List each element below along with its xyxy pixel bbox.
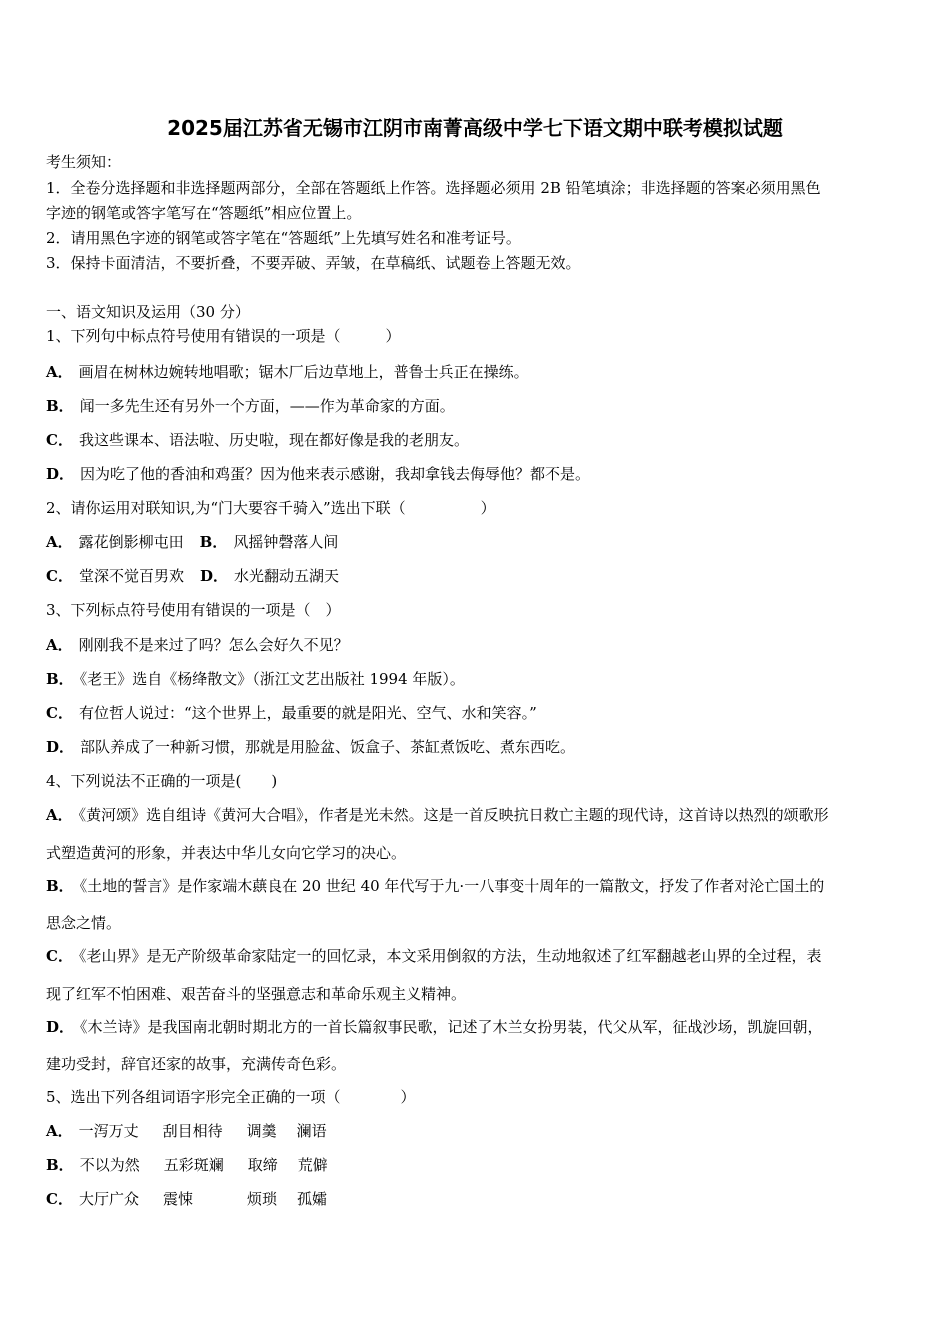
q1-option-d <box>46 464 590 484</box>
option-label: C． <box>46 1190 73 1208</box>
option-label: A． <box>46 1122 73 1140</box>
notice-heading: 考生须知： <box>46 153 122 171</box>
question-1-stem: 1、下列句中标点符号使用有错误的一项是（ ） <box>46 327 401 345</box>
q5-option-a <box>46 1121 327 1141</box>
option-label: C． <box>46 567 73 585</box>
option-label: D． <box>46 1018 75 1036</box>
option-text: 风摇钟磬落人间 <box>233 533 339 551</box>
word: 取缔 <box>247 1156 278 1174</box>
word: 荒僻 <box>297 1156 328 1174</box>
q1-option-c <box>46 430 469 450</box>
word: 调羹 <box>246 1122 277 1140</box>
q5-option-c <box>46 1189 327 1209</box>
q4-option-a-cont: 式塑造黄河的形象，并表达中华儿女向它学习的决心。 <box>46 844 407 862</box>
option-label: B． <box>46 397 74 415</box>
word: 烦琐 <box>246 1190 277 1208</box>
option-text: 《木兰诗》是我国南北朝时期北方的一首长篇叙事民歌，记述了木兰女扮男装，代父从军，征战沙场，凯旋回朝， <box>80 1018 823 1036</box>
option-label: A． <box>46 533 73 551</box>
option-text: 因为吃了他的香油和鸡蛋？因为他来表示感谢，我却拿钱去侮辱他？都不是。 <box>80 465 591 483</box>
q4-option-b-cont: 思念之情。 <box>46 914 122 932</box>
option-text: 《土地的誓言》是作家端木蕻良在 20 世纪 40 年代写于九·一八事变十周年的一篇散文，抒发了作者对沦亡国土的 <box>79 877 825 895</box>
option-text: 露花倒影柳屯田 <box>78 533 184 551</box>
notice-item-2: 2．请用黑色字迹的钢笔或答字笔在“答题纸”上先填写姓名和准考证号。 <box>46 229 521 247</box>
notice-item-3: 3．保持卡面清洁，不要折叠，不要弄破、弄皱，在草稿纸、试题卷上答题无效。 <box>46 254 581 272</box>
word: 澜语 <box>296 1122 327 1140</box>
section-heading: 一、语文知识及运用（30 分） <box>46 303 250 321</box>
q2-options-row-1 <box>46 532 338 552</box>
option-label: C． <box>46 431 73 449</box>
option-text: 画眉在树林边婉转地唱歌；锯木厂后边草地上，普鲁士兵正在操练。 <box>78 363 529 381</box>
q3-option-d <box>46 737 575 757</box>
q4-option-c <box>46 946 821 966</box>
q4-option-a <box>46 805 829 825</box>
q1-option-a <box>46 362 529 382</box>
question-3-stem: 3、下列标点符号使用有错误的一项是（ ） <box>46 601 341 619</box>
question-2-stem: 2、请你运用对联知识,为“门大要容千骑入”选出下联（ ） <box>46 499 496 517</box>
q1-option-b <box>46 396 455 416</box>
option-text: 我这些课本、语法啦、历史啦，现在都好像是我的老朋友。 <box>78 431 469 449</box>
option-text: 水光翻动五湖天 <box>233 567 339 585</box>
q4-option-d <box>46 1017 823 1037</box>
option-text: 闻一多先生还有另外一个方面，——作为革命家的方面。 <box>79 397 455 415</box>
word: 不以为然 <box>79 1156 140 1174</box>
q4-option-c-cont: 现了红军不怕困难、艰苦奋斗的坚强意志和革命乐观主义精神。 <box>46 985 467 1003</box>
word: 刮目相待 <box>162 1122 223 1140</box>
option-label: B． <box>46 877 74 895</box>
word: 孤孀 <box>296 1190 327 1208</box>
q3-option-c <box>46 703 537 723</box>
question-5-stem: 5、选出下列各组词语字形完全正确的一项（ ） <box>46 1088 416 1106</box>
option-label: D． <box>199 567 228 585</box>
option-text: 《老王》选自《杨绛散文》（浙江文艺出版社 1994 年版）。 <box>79 670 465 688</box>
word: 大厅广众 <box>78 1190 139 1208</box>
option-label: A． <box>46 363 73 381</box>
option-text: 部队养成了一种新习惯，那就是用脸盆、饭盒子、茶缸煮饭吃、煮东西吃。 <box>80 738 576 756</box>
option-label: B． <box>199 533 228 551</box>
page-title: 2025届江苏省无锡市江阴市南菁高级中学七下语文期中联考模拟试题 <box>167 116 783 140</box>
option-label: A． <box>46 806 73 824</box>
option-text: 《老山界》是无产阶级革命家陆定一的回忆录，本文采用倒叙的方法，生动地叙述了红军翻越老山界的全过程，表 <box>78 947 822 965</box>
q5-option-b <box>46 1155 328 1175</box>
q4-option-b <box>46 876 824 896</box>
question-4-stem: 4、下列说法不正确的一项是( ) <box>46 772 278 790</box>
option-text: 《黄河颂》选自组诗《黄河大合唱》，作者是光未然。这是一首反映抗日救亡主题的现代诗，这首诗以热烈的颂歌形 <box>78 806 829 824</box>
notice-item-1: 1．全卷分选择题和非选择题两部分，全部在答题纸上作答。选择题必须用 2B 铅笔填涂；非选择题的答案必须用黑色 <box>46 179 821 197</box>
option-label: D． <box>46 465 75 483</box>
q3-option-a <box>46 635 349 655</box>
q3-option-b <box>46 669 465 689</box>
q2-options-row-2 <box>46 566 339 586</box>
q4-option-d-cont: 建功受封，辞官还家的故事，充满传奇色彩。 <box>46 1055 347 1073</box>
option-label: C． <box>46 704 73 722</box>
option-label: B． <box>46 670 74 688</box>
notice-item-1-cont: 字迹的钢笔或答字笔写在“答题纸”相应位置上。 <box>46 204 362 222</box>
option-label: B． <box>46 1156 74 1174</box>
word: 五彩斑斓 <box>163 1156 224 1174</box>
option-label: D． <box>46 738 75 756</box>
word: 震悚 <box>162 1190 193 1208</box>
option-text: 堂深不觉百男欢 <box>78 567 184 585</box>
option-text: 有位哲人说过：“这个世界上，最重要的就是阳光、空气、水和笑容。” <box>78 704 537 722</box>
option-label: C． <box>46 947 73 965</box>
option-label: A． <box>46 636 73 654</box>
word: 一泻万丈 <box>78 1122 139 1140</box>
option-text: 刚刚我不是来过了吗？怎么会好久不见？ <box>78 636 349 654</box>
